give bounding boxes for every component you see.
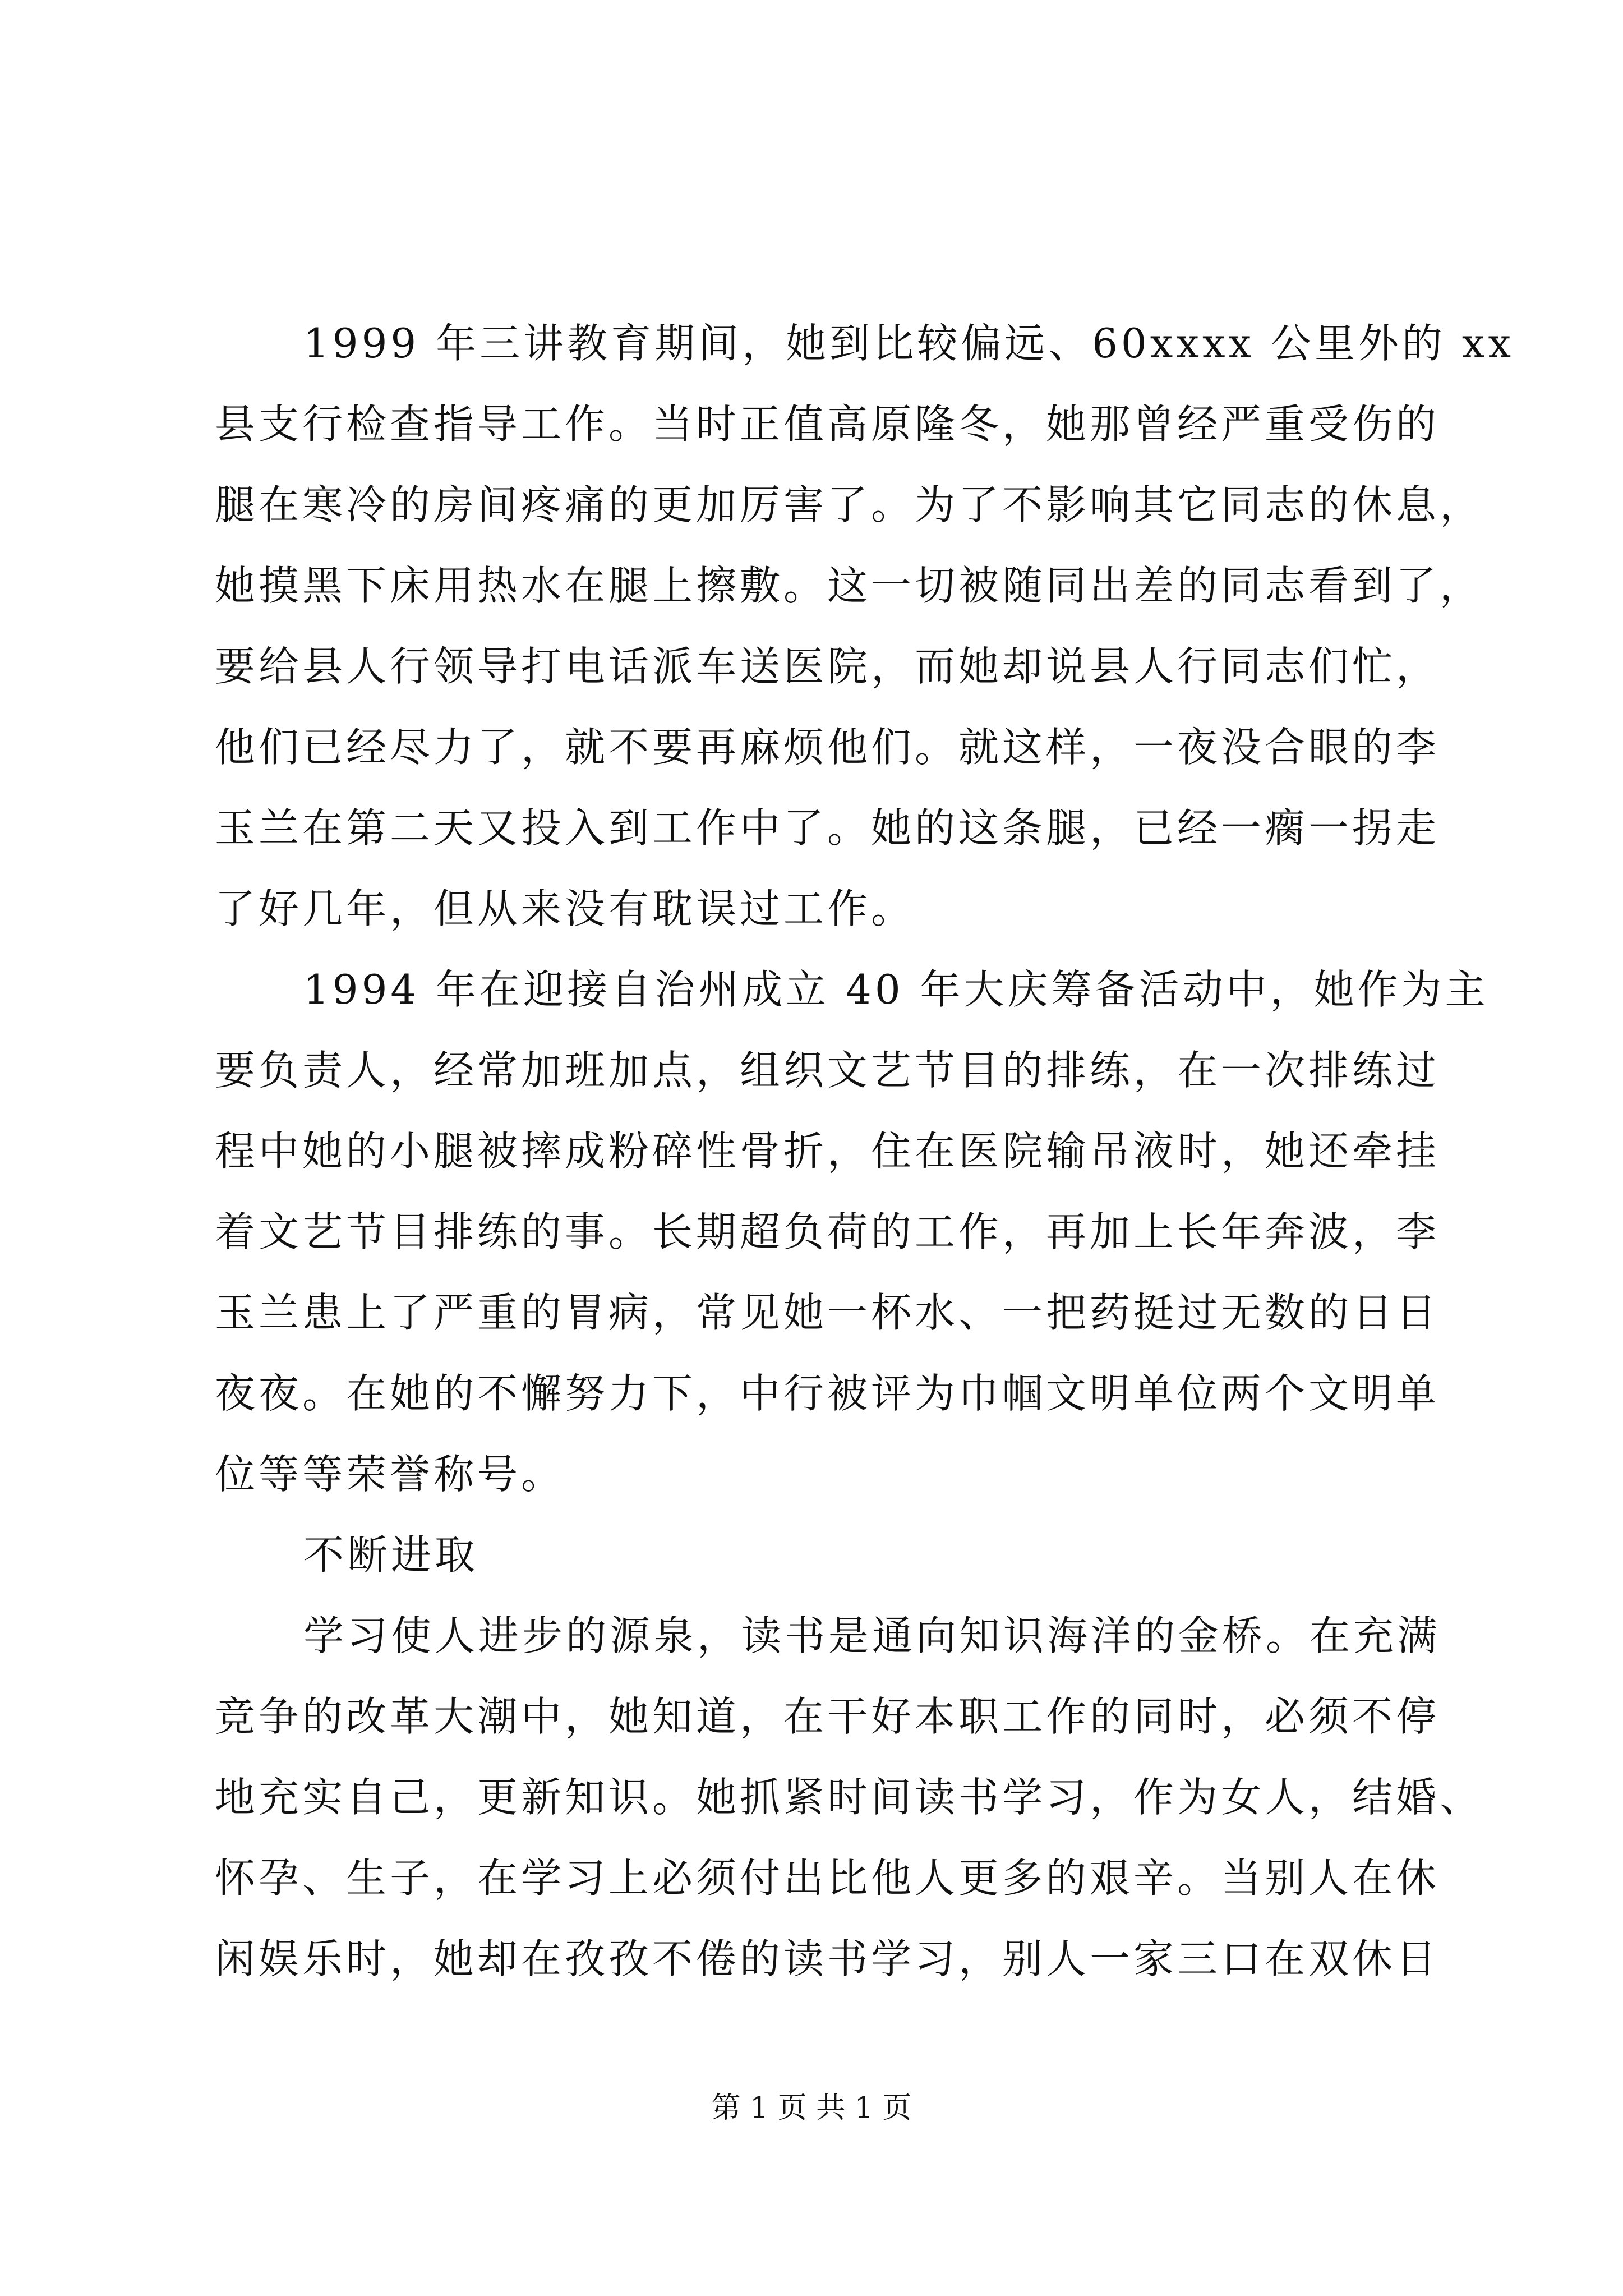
paragraph-line: 竞争的改革大潮中，她知道，在干好本职工作的同时，必须不停 — [215, 1693, 1440, 1740]
paragraph-line: 着文艺节目排练的事。长期超负荷的工作，再加上长年奔波，李 — [215, 1208, 1440, 1255]
paragraph-line: 地充实自己，更新知识。她抓紧时间读书学习，作为女人，结婚、 — [215, 1774, 1484, 1821]
page-footer: 第 1 页 共 1 页 — [711, 2091, 912, 2125]
paragraph-line: 学习使人进步的源泉，读书是通向知识海洋的金桥。在充满 — [303, 1612, 1441, 1659]
paragraph-line: 县支行检查指导工作。当时正值高原隆冬，她那曾经严重受伤的 — [215, 401, 1440, 448]
paragraph-line: 闲娱乐时，她却在孜孜不倦的读书学习，别人一家三口在双休日 — [215, 1935, 1440, 1982]
paragraph-line: 程中她的小腿被摔成粉碎性骨折，住在医院输吊液时，她还牵挂 — [215, 1128, 1440, 1175]
paragraph-line: 他们已经尽力了，就不要再麻烦他们。就这样，一夜没合眼的李 — [215, 724, 1440, 771]
paragraph-line: 玉兰在第二天又投入到工作中了。她的这条腿，已经一瘸一拐走 — [215, 804, 1440, 852]
paragraph-line: 1999 年三讲教育期间，她到比较偏远、60xxxx 公里外的 xx — [303, 320, 1515, 367]
paragraph-line: 腿在寒冷的房间疼痛的更加厉害了。为了不影响其它同志的休息， — [215, 481, 1484, 528]
paragraph-line: 怀孕、生子，在学习上必须付出比他人更多的艰辛。当别人在休 — [215, 1855, 1440, 1902]
section-heading: 不断进取 — [303, 1531, 479, 1579]
paragraph-line: 1994 年在迎接自治州成立 40 年大庆筹备活动中，她作为主 — [303, 966, 1489, 1013]
paragraph-line: 要负责人，经常加班加点，组织文艺节目的排练，在一次排练过 — [215, 1047, 1440, 1094]
paragraph-line: 她摸黑下床用热水在腿上擦敷。这一切被随同出差的同志看到了， — [215, 562, 1484, 609]
paragraph-line: 了好几年，但从来没有耽误过工作。 — [215, 885, 915, 932]
paragraph-line: 要给县人行领导打电话派车送医院，而她却说县人行同志们忙， — [215, 643, 1440, 690]
paragraph-line: 玉兰患上了严重的胃病，常见她一杯水、一把药挺过无数的日日 — [215, 1289, 1440, 1336]
paragraph-line: 夜夜。在她的不懈努力下，中行被评为巾帼文明单位两个文明单 — [215, 1370, 1440, 1417]
document-body — [215, 303, 1515, 1999]
paragraph-line: 位等等荣誉称号。 — [215, 1451, 565, 1498]
